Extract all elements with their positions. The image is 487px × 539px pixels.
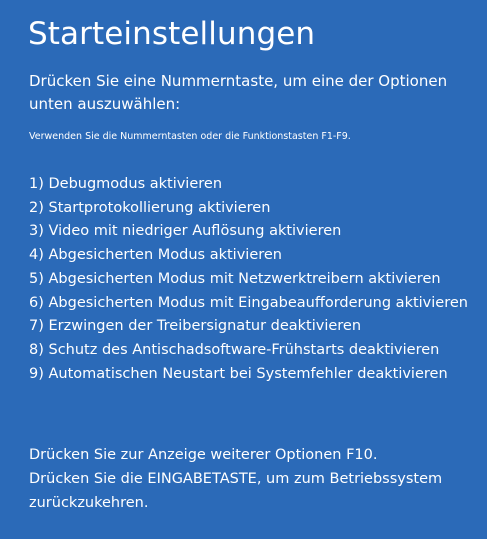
option-safe-mode[interactable]: 4) Abgesicherten Modus aktivieren xyxy=(29,247,282,264)
instruction-text: Drücken Sie eine Nummerntaste, um eine der Optionen unten auszuwählen: xyxy=(29,72,448,113)
option-safe-mode-command-prompt[interactable]: 6) Abgesicherten Modus mit Eingabeaufforderung aktivieren xyxy=(29,294,468,311)
more-options-text: Drücken Sie zur Anzeige weiterer Optionen F10. xyxy=(29,447,378,463)
option-debug-mode[interactable]: 1) Debugmodus aktivieren xyxy=(29,176,223,192)
key-hint-text: Verwenden Sie die Nummerntasten oder die Funktionstasten F1-F9. xyxy=(29,131,351,142)
startup-options-list xyxy=(29,173,468,386)
footer-instructions xyxy=(29,443,469,515)
page-title: Starteinstellungen xyxy=(28,16,316,52)
option-safe-mode-networking[interactable]: 5) Abgesicherten Modus mit Netzwerktreibern aktivieren xyxy=(29,270,441,287)
option-disable-auto-restart[interactable]: 9) Automatischen Neustart bei Systemfehler deaktivieren xyxy=(29,365,448,382)
return-to-os-text: Drücken Sie die EINGABETASTE, um zum Betriebssystem zurückzukehren. xyxy=(29,471,443,511)
option-boot-logging[interactable]: 2) Startprotokollierung aktivieren xyxy=(29,199,271,216)
option-disable-driver-signature[interactable]: 7) Erzwingen der Treibersignatur deaktivieren xyxy=(29,318,362,335)
option-disable-early-antimalware[interactable]: 8) Schutz des Antischadsoftware-Frühstarts deaktivieren xyxy=(29,341,440,358)
option-low-resolution-video[interactable]: 3) Video mit niedriger Auflösung aktivieren xyxy=(29,223,342,240)
